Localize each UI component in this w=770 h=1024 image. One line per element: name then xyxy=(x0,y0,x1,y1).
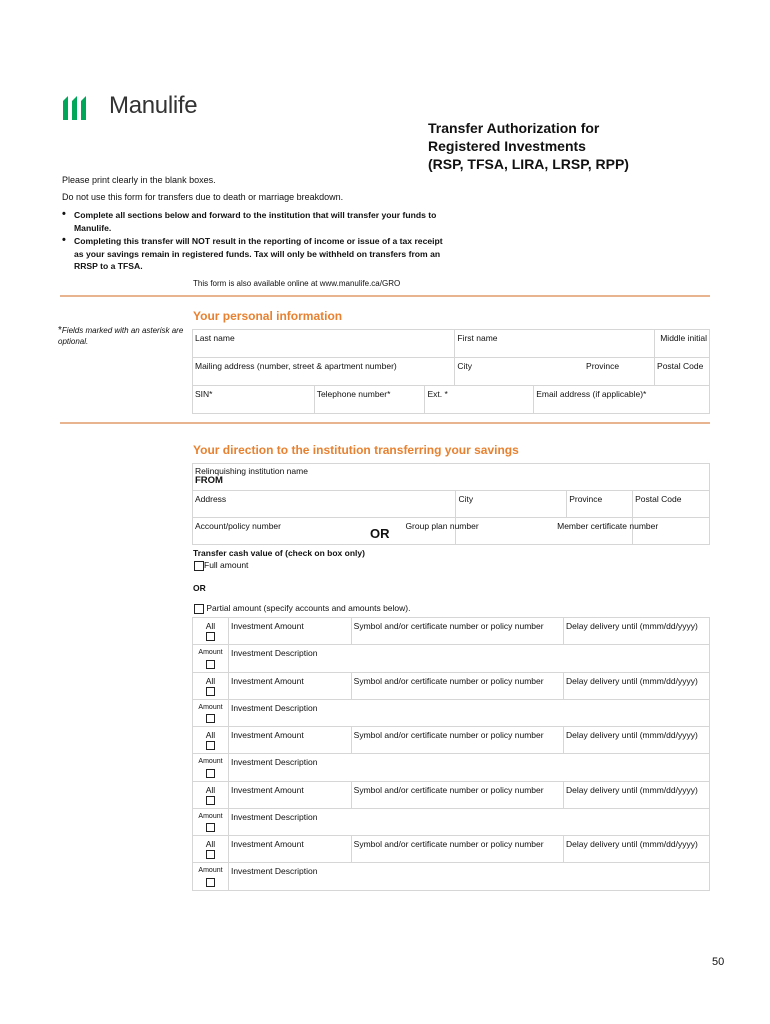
all-label: All xyxy=(205,839,216,849)
middle-initial-label: Middle initial xyxy=(660,333,707,343)
investment-amount-row xyxy=(193,727,710,754)
asterisk-note-text: Fields marked with an asterisk are optional. xyxy=(58,326,184,346)
amount-checkbox[interactable] xyxy=(206,714,215,723)
province-label: Province xyxy=(586,361,620,371)
investment-description-row xyxy=(193,754,710,781)
investment-description-label: Investment Description xyxy=(230,757,318,768)
amount-checkbox[interactable] xyxy=(206,823,215,832)
city-label: City xyxy=(457,361,473,371)
investment-amount-field[interactable] xyxy=(228,727,351,754)
manulife-logo xyxy=(62,92,222,122)
account-policy-field[interactable] xyxy=(193,518,456,545)
institution-province-field[interactable] xyxy=(567,491,633,518)
all-checkbox[interactable] xyxy=(206,796,215,805)
email-field[interactable] xyxy=(534,386,710,414)
institution-postal-code-field[interactable] xyxy=(633,491,710,518)
investment-description-row xyxy=(193,645,710,672)
title-line-3: (RSP, TFSA, LIRA, LRSP, RPP) xyxy=(428,156,629,172)
investments-table xyxy=(192,617,710,891)
title-line-1: Transfer Authorization for xyxy=(428,120,600,136)
mailing-address-field[interactable] xyxy=(193,358,455,386)
investment-description-field[interactable] xyxy=(228,645,709,672)
symbol-cert-label: Symbol and/or certificate number or policy number xyxy=(353,621,544,631)
investment-description-field[interactable] xyxy=(228,863,709,890)
mailing-address-label: Mailing address (number, street & apartment number) xyxy=(195,361,397,371)
section-divider xyxy=(60,422,710,424)
all-cell[interactable] xyxy=(193,672,229,699)
group-plan-label: Group plan number xyxy=(405,521,479,531)
personal-heading: Your personal information xyxy=(193,309,343,323)
all-checkbox[interactable] xyxy=(206,850,215,859)
amount-cell[interactable] xyxy=(193,754,229,781)
telephone-label: Telephone number* xyxy=(316,389,391,399)
province-label: Province xyxy=(569,494,603,504)
symbol-cert-label: Symbol and/or certificate number or policy number xyxy=(353,839,544,849)
middle-initial-field[interactable] xyxy=(655,330,710,358)
member-cert-label: Member certificate number xyxy=(557,521,659,531)
investment-amount-label: Investment Amount xyxy=(230,784,304,795)
amount-checkbox[interactable] xyxy=(206,769,215,778)
investment-amount-field[interactable] xyxy=(228,781,351,808)
delay-delivery-field[interactable] xyxy=(564,836,710,863)
address-label: Address xyxy=(195,494,227,504)
brand-name: Manulife xyxy=(109,92,198,119)
investment-amount-label: Investment Amount xyxy=(230,675,304,686)
first-name-label: First name xyxy=(457,333,498,343)
full-amount-option[interactable] xyxy=(194,560,248,571)
partial-amount-option[interactable] xyxy=(194,603,410,614)
ext-field[interactable] xyxy=(425,386,534,414)
amount-label: Amount xyxy=(198,758,223,766)
amount-cell[interactable] xyxy=(193,645,229,672)
all-label: All xyxy=(205,730,216,740)
postal-code-label: Postal Code xyxy=(657,361,704,371)
asterisk-note xyxy=(58,325,188,347)
investment-description-row xyxy=(193,699,710,726)
investment-amount-label: Investment Amount xyxy=(230,621,304,631)
amount-label: Amount xyxy=(198,703,223,711)
investment-amount-field[interactable] xyxy=(228,618,351,645)
asterisk-mark: * xyxy=(58,325,62,336)
amount-cell[interactable] xyxy=(193,863,229,890)
postal-code-label: Postal Code xyxy=(635,494,682,504)
investment-amount-row xyxy=(193,836,710,863)
institution-city-field[interactable] xyxy=(456,491,567,518)
telephone-field[interactable] xyxy=(314,386,425,414)
title-line-2: Registered Investments xyxy=(428,138,586,154)
province-field[interactable] xyxy=(584,358,654,385)
investment-amount-field[interactable] xyxy=(228,672,351,699)
symbol-cert-label: Symbol and/or certificate number or policy number xyxy=(353,730,544,740)
symbol-cert-field[interactable] xyxy=(351,727,563,754)
sin-label: SIN* xyxy=(195,389,213,399)
all-checkbox[interactable] xyxy=(206,687,215,696)
investment-amount-field[interactable] xyxy=(228,836,351,863)
partial-amount-label: Partial amount (specify accounts and amounts below). xyxy=(206,603,411,613)
amount-label: Amount xyxy=(198,812,223,820)
delay-delivery-label: Delay delivery until (mmm/dd/yyyy) xyxy=(566,839,698,849)
all-cell[interactable] xyxy=(193,618,229,645)
investment-amount-label: Investment Amount xyxy=(230,839,304,849)
bullet-item: • Complete all sections below and forward to the institution that will transfer your funds to Manulife. xyxy=(60,209,452,234)
delay-delivery-field[interactable] xyxy=(564,781,710,808)
delay-delivery-field[interactable] xyxy=(564,672,710,699)
first-name-field[interactable] xyxy=(455,330,655,358)
investment-description-field[interactable] xyxy=(228,754,709,781)
investment-description-label: Investment Description xyxy=(230,811,318,822)
partial-amount-checkbox[interactable] xyxy=(194,604,204,614)
investment-description-label: Investment Description xyxy=(230,866,318,877)
all-cell[interactable] xyxy=(193,727,229,754)
last-name-label: Last name xyxy=(195,333,235,343)
delay-delivery-field[interactable] xyxy=(564,618,710,645)
sin-field[interactable] xyxy=(193,386,315,414)
account-policy-label: Account/policy number xyxy=(195,521,281,531)
last-name-field[interactable] xyxy=(193,330,455,358)
investment-amount-label: Investment Amount xyxy=(230,730,304,740)
all-label: All xyxy=(205,621,216,631)
amount-label: Amount xyxy=(198,867,223,875)
amount-checkbox[interactable] xyxy=(206,660,215,669)
all-label: All xyxy=(205,675,216,686)
intro-bullets xyxy=(60,209,452,274)
all-checkbox[interactable] xyxy=(206,632,215,641)
form-title xyxy=(428,119,629,173)
delay-delivery-label: Delay delivery until (mmm/dd/yyyy) xyxy=(566,784,698,795)
institution-table xyxy=(192,463,710,545)
relinquishing-label: Relinquishing institution name xyxy=(195,466,308,476)
symbol-cert-field[interactable] xyxy=(351,672,563,699)
city-field[interactable] xyxy=(455,358,584,385)
amount-cell[interactable] xyxy=(193,808,229,835)
investment-amount-row xyxy=(193,618,710,645)
investment-description-row xyxy=(193,863,710,890)
all-label: All xyxy=(205,784,216,795)
investment-amount-row xyxy=(193,672,710,699)
page-number: 50 xyxy=(712,956,725,968)
investment-description-field[interactable] xyxy=(228,808,709,835)
all-checkbox[interactable] xyxy=(206,741,215,750)
full-amount-checkbox[interactable] xyxy=(194,561,204,571)
or-label: OR xyxy=(193,583,206,593)
city-label: City xyxy=(458,494,474,504)
investment-description-row xyxy=(193,808,710,835)
no-death-note: Do not use this form for transfers due to death or marriage breakdown. xyxy=(62,192,344,202)
personal-info-table xyxy=(192,329,710,414)
online-note: This form is also available online at www.manulife.ca/GRO xyxy=(193,279,401,288)
member-certificate-field[interactable] xyxy=(557,518,710,545)
amount-cell[interactable] xyxy=(193,699,229,726)
amount-checkbox[interactable] xyxy=(206,878,215,887)
symbol-cert-field[interactable] xyxy=(351,781,563,808)
institution-address-field[interactable] xyxy=(193,491,456,518)
delay-delivery-label: Delay delivery until (mmm/dd/yyyy) xyxy=(566,621,698,631)
amount-label: Amount xyxy=(198,649,223,657)
investment-amount-row xyxy=(193,781,710,808)
email-label: Email address (if applicable)* xyxy=(536,389,647,399)
manulife-logo-icon xyxy=(62,93,88,121)
section-divider xyxy=(60,295,710,297)
investment-description-field[interactable] xyxy=(228,699,709,726)
delay-delivery-label: Delay delivery until (mmm/dd/yyyy) xyxy=(566,675,698,686)
or-divider-label: OR xyxy=(370,526,390,541)
bullet-item: • Completing this transfer will NOT result in the reporting of income or issue of a tax receipt as your savings remain in registered funds. Tax will only be withheld on transfers from an RRSP to a TFSA. xyxy=(60,235,452,273)
city-province-cell xyxy=(455,358,655,386)
ext-label: Ext. * xyxy=(427,389,448,399)
investment-description-label: Investment Description xyxy=(230,648,318,659)
symbol-cert-field[interactable] xyxy=(351,836,563,863)
all-cell[interactable] xyxy=(193,836,229,863)
transfer-cash-label: Transfer cash value of (check on box only) xyxy=(193,548,365,558)
print-clearly-note: Please print clearly in the blank boxes. xyxy=(62,175,216,185)
from-label: FROM xyxy=(195,475,223,486)
delay-delivery-label: Delay delivery until (mmm/dd/yyyy) xyxy=(566,730,698,740)
direction-heading: Your direction to the institution transferring your savings xyxy=(193,443,519,457)
delay-delivery-field[interactable] xyxy=(564,727,710,754)
symbol-cert-label: Symbol and/or certificate number or policy number xyxy=(353,784,544,795)
investment-description-label: Investment Description xyxy=(230,702,318,713)
symbol-cert-label: Symbol and/or certificate number or policy number xyxy=(353,675,544,686)
all-cell[interactable] xyxy=(193,781,229,808)
relinquishing-institution-field[interactable] xyxy=(193,464,710,491)
full-amount-label: Full amount xyxy=(204,560,249,570)
postal-code-field[interactable] xyxy=(655,358,710,386)
symbol-cert-field[interactable] xyxy=(351,618,563,645)
